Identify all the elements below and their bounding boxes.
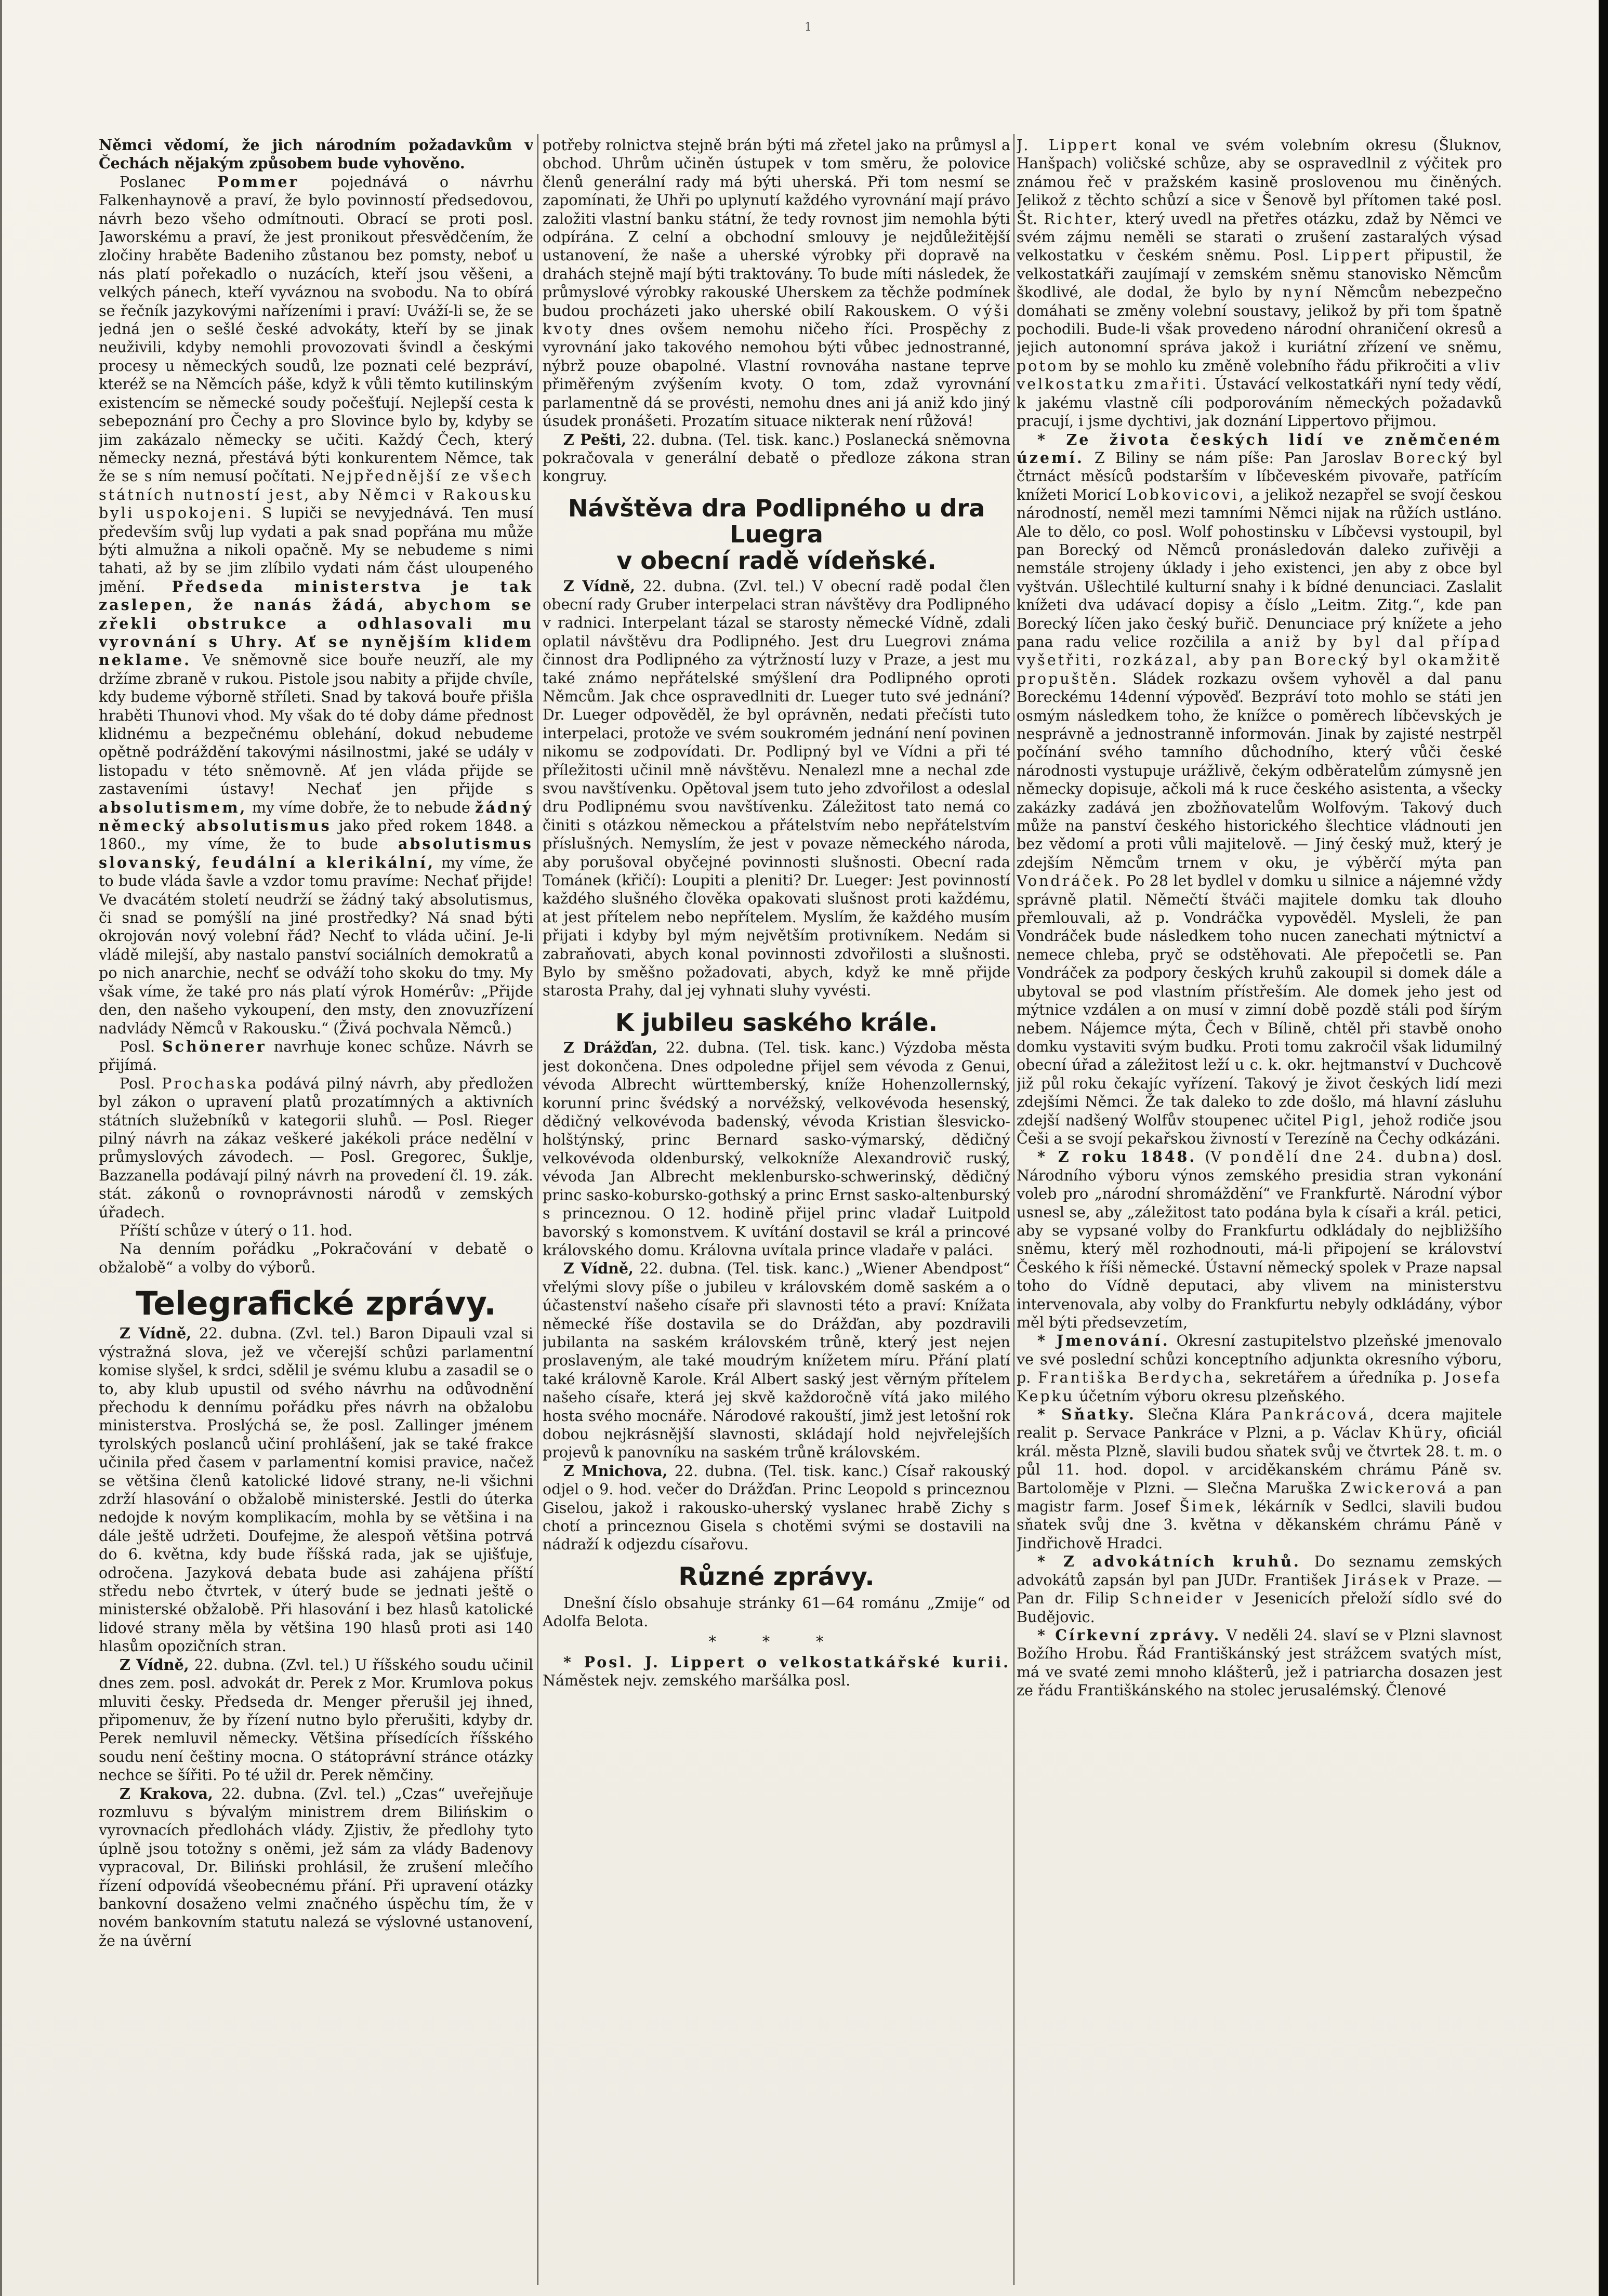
news-item: Z Drážďan, 22. dubna. (Tel. tisk. kanc.) Výzdoba města jest dokončena. Dnes odpoledne přijel sem vévoda z Genui, vévoda Albrecht württemberský, kníže Hohenzollernský, korunní princ švédský a norvéžský, velkovévoda hesenský, dědičný velkovévoda badenský, vévoda Kristian šlesvicko-holštýnský, princ Bernard sasko-výmarský, dědičný velkovévoda oldenburský, velkokníže Alexandrovič ruský, vévoda Jan Albrecht meklenbursko-schwerinský, dědičný princ sasko-kobursko-gothský a princ Ernst sasko-altenburský s princeznou. O 12. hodině přijel princ vladař Luitpold bavorský s komonstvem. K uvítání dostavil se král a princové královského domu. Královna uvítala prince vladaře v paláci. — [543, 1039, 1010, 1259]
scan-edge-right — [1599, 0, 1608, 2296]
news-item: * Posl. J. Lippert o velkostatkářské kurii. Náměstek nejv. zemského maršálka posl. — [543, 1653, 1010, 1690]
news-item: Z Vídně, 22. dubna. (Tel. tisk. kanc.) „Wiener Abendpost“ vřelými slovy píše o jubileu v královském domě saském a o účastenství našeho císaře při slavnosti této a praví: Knížata německé říše dostavila se do Drážďan, aby pozdravili jubilanta na saském královském trůně, který jest nejen proslaveným, ale také moudrým knížetem míru. Přání platí také královně Karole. Král Albert saský jest věrným přítelem našeho císaře, která jej skvě každoročně vítá jako milého hosta svého mocnáře. Národové rakouští, jimž jest letošní rok dobou nejkrásnější slavnosti, skládají hold nejvřelejších projevů k panovníku na saském trůně královském. — [543, 1259, 1010, 1462]
paragraph: J. Lippert konal ve svém volebním okresu (Šluknov, Hanšpach) voličské schůze, aby se ospravedlnil z výčitek pro známou řeč v pražském kasině proslovenou mu činěných. Jelikož z těchto schůzí a sice v Šenově byl přítomen také posl. Št. Richter, který uvedl na přetřes otázku, zdaž by Němci ve svém zájmu neměli se starati o zrušení zastaralých výsad velkostatku v českém sněmu. Posl. Lippert připustil, že velkostatkáři zaujímají v zemském sněmu stanovisko Němcům škodlivé, ale dodal, že bylo by nyní Němcům nebezpečno domáhati se změny volební soustavy, jelikož by při tom špatně pochodili. Bude-li však provedeno národní ohraničení okresů a jejich autonomní správa jakož i kuriátní zřízení ve sněmu, potom by se mohlo ku změně volebního řádu přikročiti a vliv velkostatku zmařiti. Ústavácí velkostatkáři nyní tedy vědí, k jakému vlastně cíli podporováním německých požadavků pracují, i jsme dychtivi, jak doznání Lippertovo přijmou. — [1017, 137, 1502, 430]
column-2 — [543, 136, 1010, 2282]
paragraph: Posl. Prochaska podává pilný návrh, aby předložen byl zákon o upravení platů prozatímných a aktivních státních služebníků v kategorii sluhů. — Posl. Rieger pilný návrh na zákaz veškeré jakékoli práce nedělní v průmyslových závodech. — Posl. Gregorec, Šuklje, Bazzanella podávají pilný návrh na provedení čl. 19. zák. stát. zákonů o rovnoprávnosti národů v zemských úřadech. — [99, 1074, 533, 1221]
news-item: Z Mnichova, 22. dubna. (Tel. tisk. kanc.) Císař rakouský odjel o 9. hod. večer do Drážďan. Princ Leopold s princeznou Giselou, jakož i rakousko-uherský vyslanec hrabě Zichy s chotí a princeznou Gisela s chotěmi svými se dostavili na nádraží k odjezdu císařovu. — [543, 1462, 1010, 1554]
news-item: * Ze života českých lidí ve zněmčeném území. Z Biliny se nám píše: Pan Jaroslav Borecký byl čtrnáct měsíců podstarším v líbčeveském pivovaře, patřícím knížeti Moricí Lobkovicovi, a jelikož nezapřel se svojí českou národností, neměl mezi tamními Němci nijak na růžích ustláno. Ale to dělo, co posl. Wolf pohostinsku v Líbčevsi vystoupil, byl pan Borecký od Němců pronásledován daleko zuřivěji a nemstále strojeny úklady i jeho existenci, jen aby z obce byl vyštván. Ušlechtilé kulturní snahy i k bídné denunciaci. Zaslalit knížeti dva udávací dopisy a číslo „Leitm. Zitg.“, kde pan Borecký líčen jako český buřič. Denunciace prý knížete a jeho pana radu velice rozčilila a aniž by byl dal případ vyšetřiti, rozkázal, aby pan Borecký byl okamžitě propuštěn. Sládek rozkazu ovšem vyhověl a dal panu Boreckému 14denní výpověď. Bezpráví toto mohlo se státi jen osmým následkem toho, že knížce o poměrech líbčevských je nesprávně a jednostranně informován. Jinak by zajisté nestrpěl počínání svého tamního důchodního, který vůči české národnosti vystupuje urážlivě, čekým odběratelům zúmysně jen německy dopisuje, ačkoli má k ruce českého asistenta, a všecky zakázky zadává jen zbožňovatelům Wolfovým. Takový duch může na panství českého historického šlechtice vládnouti jen bez vědomí a proti vůli majitelově. — Jiný český muž, který je zdejším Němcům trnem v oku, je výběrčí mýta pan Vondráček. Po 28 let bydlel v domku u silnice a nájemné vždy správně platil. Němečtí štváči majitele domku tak dlouho přemlouvali, až p. Vondráčka vypověděl. Mysleli, že pan Vondráček bude následkem toho nucen zanechati mýtnictví a nemece chleba, pryč se odstěhovati. Ale přepočetli se. Pan Vondráček za podpory českých kruhů zakoupil si domek dále a ubytoval se pod vlastním přístřeším. Ale domek jeho jest od mýtnice vzdálen a on musí v zimní době pozdě stáli pod šírým nebem. Nájemce mýta, Čech v Bílině, chtěl při stavbě onoho domku vystaviti svým budku. Proti tomu zakročil však lidumilný obecní úřad a záležitost leží u c. k. okr. hejtmanství v Duchcově již půl roku čekajíc vyřízení. Takový je život českých lidí mezi zdejšími Němci. Že tak daleko to zde došlo, má hlavní zásluhu zdejší nadšený Wolfův stoupenec učitel Pigl, jehož rodiče jsou Češi a se svojí pekařskou živností v Terezíně na Čechy odkázáni. — [1017, 430, 1502, 1147]
section-heading-ruzne: Různé zprávy. — [678, 1562, 875, 1591]
column-1 — [99, 136, 533, 2282]
news-item: Z Vídně, 22. dubna. (Zvl. tel.) U říšského soudu učinil dnes zem. posl. advokát dr. Perek z Mor. Krumlova pokus mluviti česky. Předseda dr. Menger přerušil jej ihned, připomenuv, že by řízení nutno bylo přerušiti, kdyby dr. Perek nemluvil německy. Většina přísedících říšského soudu není češtiny mocna. O státoprávní stránce otázky nechce se šířiti. Po té užil dr. Perek němčiny. — [99, 1655, 533, 1784]
paragraph: Příští schůze v úterý o 11. hod. — [120, 1222, 353, 1239]
column-rule-1 — [537, 134, 538, 2285]
speaker-name: Schönerer — [162, 1037, 267, 1055]
paragraph: Poslanec Pommer pojednává o návrhu Falkenhaynově a praví, že bylo povinností předsedovou, návrh bezo všeho odmítnouti. Obrací se proti posl. Jaworskému a praví, že jest pronikout přesvědčením, že zločiny hraběte Badeniho zůstanou bez pomsty, neboť u nás platí pořekadlo o nuzácích, kteří jsou věšeni, a velkých pánech, kteří vyváznou na svobodu. Na to obírá se řečník jazykovými nařízeními i praví: Uváží-li se, že se jedná jen o sešlé české advokáty, kteří by se jinak neuživili, kdyby nemohli provozovati švindl a českými procesy u německých soudů, lze poznati celé bezpráví, kteréž se na Němcích páše, když k vůli těmto kutilinským existencím se německé soudy počešťují. Nejlepší cesta k sebepoznání pro Čechy a pro Slovince bylo by, kdyby se jim zakázalo německy se učiti. Každý Čech, který německy nezná, přestává býti konkurentem Němce, tak že se s ním nemusí počítati. Nejpřednější ze všech státních nutností jest, aby Němci v Rakousku byli uspokojeni. S lupiči se nevyjednává. Ten musí především svůj lup vydati a pak snad popřána mu může býti almužna a nikoli opačně. My se nebudeme s nimi tahati, až by se jim zlíbilo vydati nám část uloupeného jmění. Předseda ministerstva je tak zaslepen, že nanás žádá, abychom se zřekli obstrukce a odhlasovali mu vyrovnání s Uhry. Ať se nynějším klidem neklame. Ve sněmovně sice bouře neuzří, ale my držíme zbraně v rukou. Pistole jsou nabity a přijde chvíle, kdy budeme výborně stříleti. Snad by taková bouře přišla hraběti Thunovi vhod. My však do té doby dáme přednost klidnému a bezpečnému oblehání, dokud nebudeme opětně podráždění takovými násilnostmi, jaké se udály v listopadu v této sněmovně. Ať jen vláda přijde se zastaveními ústavy! Nechať jen přijde s absolutismem, my víme dobře, že to nebude žádný německý absolutismus jako před rokem 1848. a 1860., my víme, že to bude absolutismus slovanský, feudální a klerikální, my víme, že to bude vláda šavle a vzdor tomu pravíme: Nechať přijde! Ve dvacátém století neudrží se žádný taký absolutismus, či snad se pomýšlí na jiné prostředky? Ná snad býti okrojován nový volební řád? Nechť to vláda učiní. Je-li vládě milejší, aby nastalo panství sociálních demokratů a po nich anarchie, nechť se odváží toho skoku do tmy. My však víme, že také pro nás platí výrok Homérův: „Přijde den, den našeho vykoupení, den msty, den znovuzřízení nadvlády Němců v Rakousku.“ (Živá pochvala Němců.) — [99, 172, 533, 1037]
section-heading-navsteva: Návštěva dra Podlipného u dra Luegra v obecní radě vídeňské. — [568, 494, 985, 575]
section-heading-jubileum: K jubileu saského krále. — [615, 1008, 938, 1037]
section-heading-telegraf: Telegrafické zprávy. — [136, 1284, 496, 1323]
top-mark: 1 — [805, 21, 812, 34]
separator-stars: * * * — [708, 1633, 845, 1651]
speaker-name: Pommer — [217, 172, 299, 191]
paragraph: Němci vědomí, že jich národním požadavkům v Čechách nějakým způsobem bude vyhověno. — [99, 136, 533, 172]
scan-edge-left — [0, 0, 2, 2296]
speaker-name: Prochaska — [162, 1074, 259, 1092]
news-item: Z Vídně, 22. dubna. (Zvl. tel.) Baron Dipauli vzal si výstražná slova, jež ve včerejší schůzi parlamentní komise slyšel, k srdci, sdělil je svému klubu a zasadil se o to, aby klub upustil od svého návrhu na odůvodnění přechodu k dennímu pořádku přes návrh na obžalobu ministerstva. Proslýchá se, že posl. Zallinger jménem tyrolských poslanců učiní prohlášení, jak se také frakce učinila před časem v parlamentní komisi pravice, načež se většina členů katolické lidové strany, ne-li všichni zdrží hlasování o obžalobě ministerské. Jestli do úterka nedojde k novým komplikacím, mohla by se většina i na dále ještě udržeti. Doufejme, že alespoň většina potrvá do 6. května, kdy bude říšská rada, jak se ujišťuje, odročena. Jazyková debata bude asi zahájena příští středu nebo čtvrtek, v úterý bude se jednati ještě o ministerské obžalobě. Při hlasování i bez hlasů katolické lidové strany měla by většina 190 hlasů proti asi 140 hlasům opozičních stran. — [99, 1324, 533, 1655]
news-item: * Jmenování. Okresní zastupitelstvo plzeňské jmenovalo ve své poslední schůzi konceptního adjunkta okresního výboru, p. Františka Berdycha, sekretářem a úředníka p. Josefa Kepku účetním výboru okresu plzeňského. — [1017, 1332, 1502, 1405]
news-item: Z Vídně, 22. dubna. (Zvl. tel.) V obecní radě podal člen obecní rady Gruber interpelaci stran návštěvy dra Podlipného v radnici. Interpelant tázal se starosty německé Vídně, zdali oplatil návštěvu dra Podlipného. Jest dru Luegrovi známa činnost dra Podlipného za výtržností luzy v Praze, a jest mu také známo nepřátelské smýšlení dra Podlipného oproti Němcům. Jak chce ospravedlniti dr. Lueger tuto své jednání? Dr. Lueger odpověděl, že byl oprávněn, nedati přečísti tuto interpelaci, protože ve svém soukromém jednání není povinen nikomu se zodpovídati. Dr. Podlipný byl ve Vídni a při té příležitosti učinil mně návštěvu. Nenalezl mne a nechal zde svou navštívenku. Opětoval jsem tuto jeho zdvořilost a odeslal dru Podlipnému svou navštívenku. Záležitost tato nemá co činiti s otázkou německou a přátelstvím nebo nepřátelstvím příslušných. Nemyslím, že jest v povaze německého národa, aby porušoval obyčejné povinnosti slušnosti. Obecní rada Tománek (křičí): Loupiti a pleniti? Dr. Lueger: Jest povinností každého slušného člověka opakovati slušnost proti každému, at jest přítelem nebo nepřítelem. Myslím, že každého musím přijati i kdyby byl mým největším protivníkem. Nedám si zabraňovati, abych konal povinnosti zdvořilosti a slušnosti. Bylo by směšno požadovati, abych, když ke mně přijde starosta Prahy, dal jej vyhnati sluhy vyvésti. — [543, 577, 1010, 1000]
paragraph: Na denním pořádku „Pokračování v debatě o obžalobě“ a volby do výborů. — [99, 1240, 533, 1276]
paragraph: Dnešní číslo obsahuje stránky 61—64 románu „Zmije“ od Adolfa Belota. — [543, 1594, 1010, 1630]
paragraph: Posl. Schönerer navrhuje konec schůze. Návrh se přijímá. — [99, 1037, 533, 1074]
news-item: * Sňatky. Slečna Klára Pankrácová, dcera majitele realit p. Servace Pankráce v Plzni, a p. Václav Khüry, oficiál král. města Plzně, slavili budou sňatek svůj ve čtvrtek 28. t. m. o půl 11. hod. dopol. v arciděkanském chrámu Páně sv. Bartoloměje v Plzni. — Slečna Maruška Zwickerová a pan magistr farm. Josef Šimek, lékárník v Sedlci, slavili budou sňatek svůj dne 3. května v děkanském chrámu Páně v Jindřichově Hradci. — [1017, 1405, 1502, 1552]
column-3 — [1017, 136, 1502, 2282]
column-rule-2 — [1013, 134, 1014, 2285]
news-item: Z Pešti, 22. dubna. (Tel. tisk. kanc.) Poslanecká sněmovna pokračovala v generální debatě o předloze zákona stran kongruy. — [543, 430, 1010, 485]
news-item: * Z roku 1848. (V pondělí dne 24. dubna) dosl. Národního výboru výnos zemského presidia stran vykonání voleb pro „národní shromáždění“ ve Frankfurtě. Národní výbor usnesl se, aby „záležitost tato podána byla k císaři a král. petici, aby se vypsané volby do Frankfurtu odkládaly do nejbližšího sněmu, který měl rozhodnouti, má-li připojení se království Českého k říši německé. Ústavní německý spolek v Praze napsal toho do Vídně deputaci, aby vlivem na ministerstvu intervenovala, aby volby do Frankfurtu nebyly odkládány, výbor měl býti předsevzetím, — [1017, 1148, 1502, 1331]
news-item: * Z advokátních kruhů. Do seznamu zemských advokátů zapsán byl pan JUDr. František Jirásek v Praze. — Pan dr. Filip Schneider v Jesenicích přeloží sídlo své do Budějovic. — [1017, 1552, 1502, 1626]
paragraph: potřeby rolnictva stejně brán býti má zřetel jako na průmysl a obchod. Uhrům učiněn ústupek v tom směru, že polovice členů generální rady má býti uherská. Při tom nesmí se zapomínati, že Uhři po uplynutí každého vyrovnání mají právo založiti vlastní banku státní, že tedy rovnost jim nemohla býti odpírána. Z celní a obchodní smlouvy je nejdůležitější ustanovení, že naše a uherské výrobky při dopravě na drahách stejně mají býti traktovány. To bude míti následek, že průmyslové výrobky rakouské Uherskem za těchže podmínek budou procházeti jako uherské obilí Rakouskem. O výši kvoty dnes ovšem nemohu ničeho říci. Prospěchy z vyrovnání jako takového nemohou býti vůbec jednostranné, nýbrž pouze obapolné. Vlastní rovnováha nastane teprve přiměřeným zvýšením kvoty. O tom, zdaž vyrovnání parlamentně dá se provésti, nemohu dnes ani já aniž kdo jiný úsudek pronášeti. Prozatím situace nikterak není růžová! — [543, 137, 1010, 430]
news-item: * Církevní zprávy. V neděli 24. slaví se v Plzni slavnost Božího Hrobu. Řád Františkánský jest strážcem svatých míst, má ve svaté zemi mnoho klášterů, jež i patriarcha dosazen jest ze řádu Františkánského na stolec jerusalémský. Členové — [1017, 1626, 1502, 1700]
news-item: Z Krakova, 22. dubna. (Zvl. tel.) „Czas“ uveřejňuje rozmluvu s bývalým ministrem drem Bilińskim o vyrovnacích předlohách vlády. Zjistiv, že předlohy tyto úplně jsou totožny s oněmi, jež sám za vlády Badenovy vypracoval, Dr. Biliński prohlásil, že zrušení mlečího řízení odpovídá všeobecnému přání. Při upravení otázky bankovní dosaženo velmi značného úspěchu tím, že v novém bankovním statutu nalezá se výslovné ustanovení, že na úvěrní — [99, 1784, 533, 1949]
